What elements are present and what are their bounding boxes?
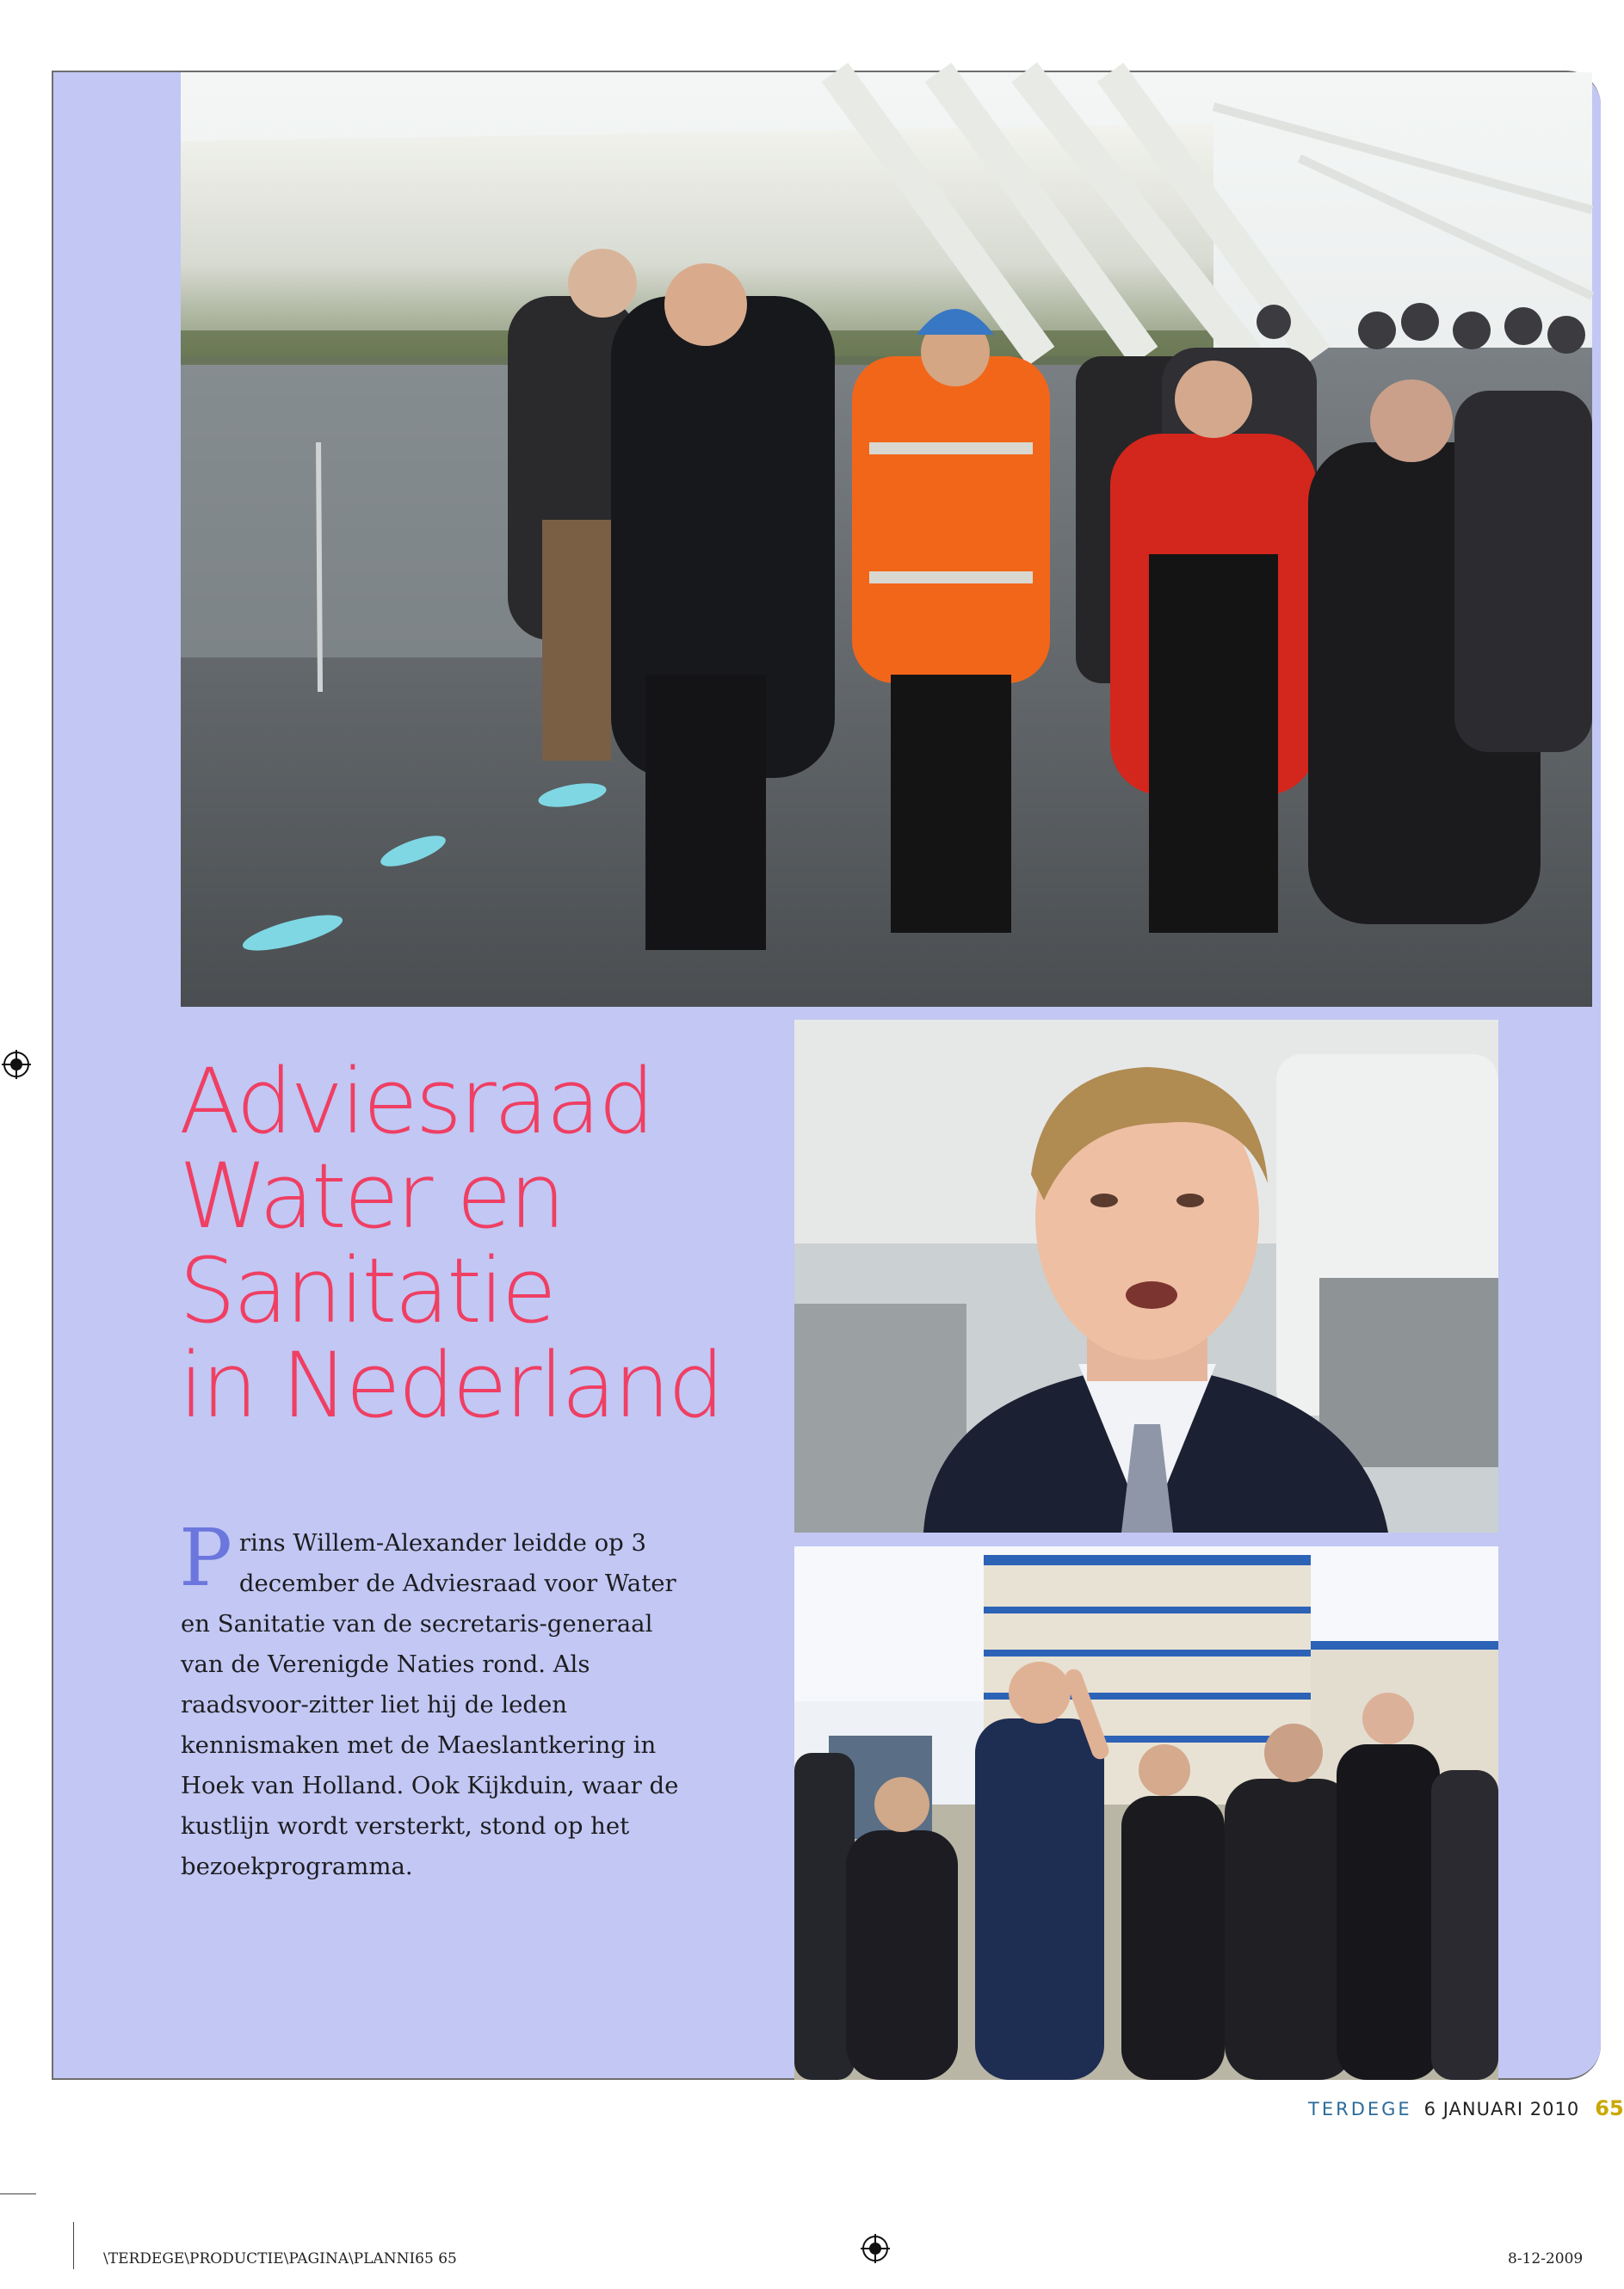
photo-group-walking-barrier: [181, 72, 1592, 1007]
article-headline: [179, 1049, 764, 1438]
headline-line: Water en: [179, 1144, 564, 1249]
crop-mark: [73, 2222, 74, 2269]
page-footer: [1308, 2096, 1624, 2120]
registration-mark-icon: [2, 1050, 31, 1079]
intro-text: rins Willem-Alexander leidde op 3 december de Adviesraad voor Water en Sanitatie van de secretaris-generaal van de Verenigde Naties rond. Als raadsvoor-zitter liet hij de leden kennismaken met de Maeslantkering in Hoek van Holland. Ook Kijkduin, waar de kustlijn wordt versterkt, stond op het bezoekprogramma.: [181, 1529, 679, 1880]
registration-mark-icon: [861, 2234, 890, 2263]
crop-mark: [0, 2193, 36, 2194]
photo-prince-portrait: [794, 1020, 1498, 1533]
print-slug-path: \TERDEGE\PRODUCTIE\PAGINA\PLANNI65 65: [103, 2250, 457, 2267]
headline-line: in Nederland: [179, 1333, 722, 1438]
footer-brand: TERDEGE: [1308, 2099, 1412, 2119]
page-number: 65: [1595, 2096, 1624, 2120]
article-intro: [179, 1512, 689, 1887]
photo-group-kijkduin: [794, 1546, 1498, 2080]
intro-dropcap: P: [179, 1512, 232, 1604]
footer-date: 6 JANUARI 2010: [1423, 2099, 1580, 2119]
headline-line: Adviesraad: [179, 1049, 653, 1154]
print-slug-date: 8-12-2009: [1508, 2250, 1584, 2267]
headline-line: Sanitatie: [179, 1238, 554, 1343]
